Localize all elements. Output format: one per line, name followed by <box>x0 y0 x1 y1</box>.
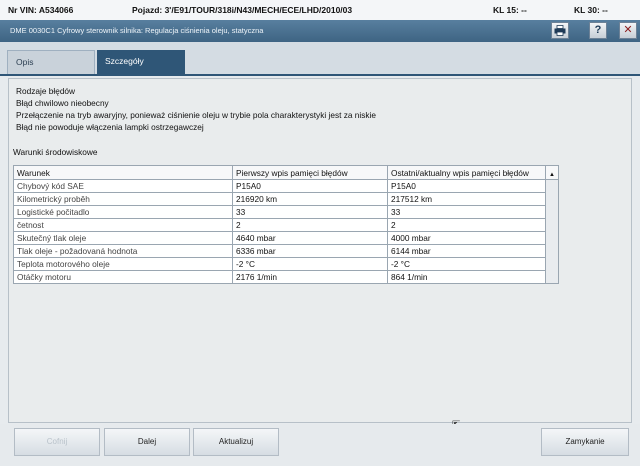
first-entry-value: 2 <box>233 219 388 232</box>
condition-name: četnost <box>14 219 233 232</box>
window-title: DME 0030C1 Cyfrowy sterownik silnika: Regulacja ciśnienia oleju, statyczna <box>10 26 264 35</box>
last-entry-value: 4000 mbar <box>388 232 546 245</box>
condition-name: Tlak oleje - požadovaná hodnota <box>14 245 233 258</box>
table-row <box>14 219 559 232</box>
table-row <box>14 193 559 206</box>
print-icon <box>554 25 566 36</box>
tab-opis-label: Opis <box>16 57 34 67</box>
error-status: Błąd chwilowo nieobecny <box>16 98 109 108</box>
tab-szczegoly-label: Szczegóły <box>105 56 144 66</box>
condition-name: Kilometrický proběh <box>14 193 233 206</box>
close-icon: ✕ <box>623 24 633 36</box>
first-entry-value: P15A0 <box>233 180 388 193</box>
table-row <box>14 271 559 284</box>
kl15-status: KL 15: -- <box>493 5 527 15</box>
table-scrollbar[interactable] <box>546 180 559 284</box>
last-entry-value: 6144 mbar <box>388 245 546 258</box>
first-entry-value: 33 <box>233 206 388 219</box>
first-entry-value: 4640 mbar <box>233 232 388 245</box>
last-entry-value: 864 1/min <box>388 271 546 284</box>
column-header-last-entry: Ostatni/aktualny wpis pamięci błędów <box>388 166 546 180</box>
last-entry-value: 2 <box>388 219 546 232</box>
last-entry-value: 217512 km <box>388 193 546 206</box>
condition-name: Teplota motorového oleje <box>14 258 233 271</box>
refresh-button[interactable]: Aktualizuj <box>193 428 279 456</box>
first-entry-value: 6336 mbar <box>233 245 388 258</box>
last-entry-value: 33 <box>388 206 546 219</box>
condition-name: Chybový kód SAE <box>14 180 233 193</box>
table-scroll-header[interactable] <box>546 166 559 180</box>
column-header-first-entry: Pierwszy wpis pamięci błędów <box>233 166 388 180</box>
vin-label: Nr VIN: A534066 <box>8 5 74 15</box>
error-warning-lamp: Błąd nie powoduje włączenia lampki ostrzegawczej <box>16 122 204 132</box>
vehicle-info-bar <box>0 0 640 21</box>
print-button[interactable] <box>551 22 569 39</box>
help-icon: ? <box>594 24 602 36</box>
table-row <box>14 180 559 193</box>
column-header-condition: Warunek <box>14 166 233 180</box>
next-button[interactable]: Dalej <box>104 428 190 456</box>
tab-szczegoly[interactable] <box>97 50 185 74</box>
back-button[interactable]: Cofnij <box>14 428 100 456</box>
first-entry-value: -2 °C <box>233 258 388 271</box>
table-header-row <box>14 166 559 180</box>
close-window-button[interactable] <box>619 22 637 39</box>
table-row <box>14 232 559 245</box>
error-description: Przełączenie na tryb awaryjny, ponieważ ciśnienie oleju w trybie pola charakterystyki jest za niskie <box>16 110 377 120</box>
tab-strip <box>0 42 640 76</box>
first-entry-value: 2176 1/min <box>233 271 388 284</box>
conditions-table <box>13 165 559 284</box>
error-type-heading: Rodzaje błędów <box>16 86 76 96</box>
tab-opis[interactable] <box>7 50 95 74</box>
details-panel <box>8 78 632 423</box>
kl30-status: KL 30: -- <box>574 5 608 15</box>
conditions-heading: Warunki środowiskowe <box>13 147 98 157</box>
condition-name: Otáčky motoru <box>14 271 233 284</box>
condition-name: Skutečný tlak oleje <box>14 232 233 245</box>
last-entry-value: P15A0 <box>388 180 546 193</box>
close-button[interactable]: Zamykanie <box>541 428 629 456</box>
vehicle-label: Pojazd: 3'/E91/TOUR/318i/N43/MECH/ECE/LHD/2010/03 <box>132 5 353 15</box>
table-row <box>14 206 559 219</box>
last-entry-value: -2 °C <box>388 258 546 271</box>
first-entry-value: 216920 km <box>233 193 388 206</box>
window-title-bar <box>0 20 640 42</box>
table-row <box>14 245 559 258</box>
help-button[interactable] <box>589 22 607 39</box>
chevron-up-icon: ▲ <box>549 171 555 178</box>
table-row <box>14 258 559 271</box>
condition-name: Logistické počitadlo <box>14 206 233 219</box>
